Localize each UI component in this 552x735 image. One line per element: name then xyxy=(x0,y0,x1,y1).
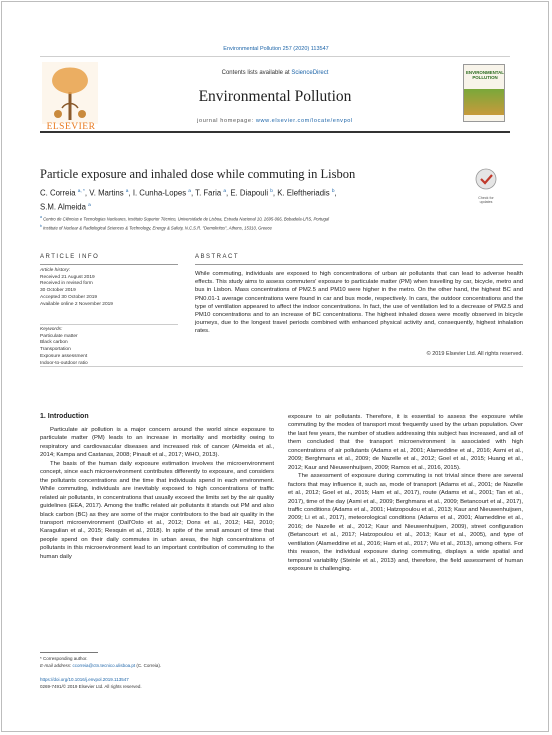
abstract-copyright: © 2019 Elsevier Ltd. All rights reserved. xyxy=(426,351,523,357)
keyword: Transportation xyxy=(40,347,71,353)
keywords xyxy=(40,327,180,367)
paragraph: The basis of the human daily exposure estimation involves the microenvironment concept, since each microenvironment contributes differently to exposure, and considers the pollutants concentrations and the time that individuals spend in each environment. While commuting, individuals are inevitably exposed to high concentrations of traffic related air pollutants, in concentrations that usually exceed the limits set by the air quality guidelines (EEA, 2017). Among the traffic related air pollutants it stands out PM and also black carbon (BC) as they are some of the major contributors to the bad air quality in the transport microenvironment (Dall'Osto et al., 2012; Dons et al., 2012; HEI, 2010; Karagulian et al., 2015; Resquin et al., 2018). In spite of the small amount of time that people spend on their daily commutes in urban areas, the high concentrations of pollutants in this microenvironment lead to an important contribution of commuting to the human daily xyxy=(40,460,274,560)
author-affiliation-marker[interactable]: b xyxy=(331,189,335,194)
author-affiliation-marker[interactable]: a, * xyxy=(77,189,85,194)
history-item: 30 October 2019 xyxy=(40,288,76,294)
intro-column-right xyxy=(288,413,523,574)
publisher-logo[interactable]: ELSEVIER xyxy=(46,122,96,132)
keyword: Exposure assessment xyxy=(40,353,88,359)
author-affiliation-marker[interactable]: a xyxy=(88,203,91,209)
keyword: Black carbon xyxy=(40,340,68,346)
keyword: Particulate matter xyxy=(40,333,78,339)
elsevier-tree-icon xyxy=(42,62,98,124)
author-name[interactable]: E. Diapouli xyxy=(230,188,271,198)
introduction-heading: 1. Introduction xyxy=(40,413,89,420)
email-note: E-mail address: ccorreia@ctn.tecnico.ulisboa.pt (C. Correia). xyxy=(40,663,162,668)
author-name[interactable]: C. Correia xyxy=(40,188,78,198)
author-name[interactable]: K. Eleftheriadis xyxy=(277,188,332,198)
author-name[interactable]: V. Martins xyxy=(89,188,126,198)
author-affiliation-marker[interactable]: b xyxy=(270,189,273,194)
cover-image xyxy=(464,89,505,115)
paragraph: The assessment of exposure during commuting is not trivial since there are several factors that may influence it, such as, mode of transport (Adams et al., 2001; de Nazelle et al., 2012; Goel et al., 2015; Ham et al., 2017), route (Adams et al., 2001; Tan et al., 2017), time of the day (Asmi et al., 2009; Berghmans et al., 2009; Betancourt et al., 2017), traffic conditions (Adams et al., 2001; Hatzopoulou et al., 2013; Kaur and Nieuwenhuijsen, 2009; Li et al., 2017), meteorological conditions (Adams et al., 2001; Alameddine et al., 2016; de Nazelle et al., 2012; Kaur and Nieuwenhuijsen, 2009), street configuration (Betancourt et al., 2017; Hatzopoulou et al., 2013; Kaur et al., 2005), and type of ventilation (Alameddine et al., 2016; Ham et al., 2017; Wu et al., 2013), among others. For this reason, the individual exposure during commuting, displays a wide spatial and temporal variability (Steinle et al., 2013) and, therefore, the field assessment of human exposure is challenging. xyxy=(288,473,523,573)
article-history xyxy=(40,268,180,308)
paragraph: exposure to air pollutants. Therefore, it is essential to assess the exposure while commuting by the modes of transport most frequently used by the urban population. Over the last few years, the number of studies addressing this subject has increased, and all of them concluded that the transport microenvironment is associated with high concentrations of air pollutants (Adams et al., 2001; Alameddine et al., 2016; Asmi et al., 2009; Berghmans et al., 2009; de Nazelle et al., 2012; Goel et al., 2015; Huang et al., 2012; Kaur and Nieuwenhuijsen, 2009; Ramos et al., 2016, 2015). xyxy=(288,414,523,471)
affiliation-b: $^b$ Institute of Nuclear & Radiological Sciences & Technology, Energy & Safety, N.C.S.R. "Demokritos", Athens, 15310, Greece xyxy=(40,224,272,231)
article-info-heading: ARTICLE INFO xyxy=(40,254,100,260)
author-affiliation-marker[interactable]: a xyxy=(188,189,191,194)
abstract-rule xyxy=(195,264,523,265)
info-divider xyxy=(40,324,178,325)
abstract-text: While commuting, individuals are exposed to high concentrations of urban air pollutants that can lead to adverse health effects. This study aims to assess commuters' exposure to particulate matter (PM) when travelling by car, bicycle, metro and bus in Lisbon. Mass concentrations of PM2.5 and PM10 were higher in the metro. On the other hand, the highest BC and PN0.01-1 average concentrations were found in car and bus mode, respectively. In cars, the outdoor concentrations and the type of ventilation appeared to affect the indoor concentrations. In fact, the use of ventilation led to a decrease of PM2.5 and PM10 concentrations and to an increase of BC concentrations. The highest inhaled doses were mostly observed in bicycle journeys, due to the longest travel periods combined with enhanced physical activity and, consequently, highest inhalation rates. xyxy=(195,271,523,335)
history-item: Received in revised form xyxy=(40,281,93,287)
homepage-link[interactable]: www.elsevier.com/locate/envpol xyxy=(255,118,353,124)
paragraph: Particulate air pollution is a major concern around the world since exposure to particulate matter (PM) leads to an increase in mortality and morbidity owing to respiratory and cardiovascular diseases and increased risk of cancer (Almeida et al., 2014; Kampa and Castanas, 2008; Pinault et al., 2017; WHO, 2013). xyxy=(40,427,274,459)
journal-cover[interactable] xyxy=(463,64,505,122)
authors-line-2 xyxy=(40,200,490,214)
history-item: Received 21 August 2019 xyxy=(40,274,95,280)
authors-line-1: C. Correia $^{a, *}$, V. Martins $^a$, I. Cunha-Lopes $^a$, T. Faria $^a$, E. Diapouli $^b$, K. Eleftheriadis $^b$, xyxy=(40,188,337,198)
contents-line: Contents lists available at ScienceDirect xyxy=(221,70,329,76)
keywords-label: Keywords: xyxy=(40,327,63,332)
author-affiliation-marker[interactable]: a xyxy=(223,189,227,194)
history-label: Article history: xyxy=(40,268,71,273)
history-item: Available online 2 November 2019 xyxy=(40,301,113,307)
doi-link[interactable]: https://doi.org/10.1016/j.envpol.2019.113547 xyxy=(40,677,129,682)
history-item: Accepted 30 October 2019 xyxy=(40,294,98,300)
sciencedirect-link[interactable]: ScienceDirect xyxy=(291,70,329,76)
keyword: Indoor-to-outdoor ratio xyxy=(40,360,88,366)
journal-name: Environmental Pollution xyxy=(198,88,352,105)
journal-homepage: journal homepage: www.elsevier.com/locate/envpol xyxy=(197,118,353,124)
journal-citation[interactable]: Environmental Pollution 257 (2020) 113547 xyxy=(223,46,329,52)
author-name[interactable]: S.M. Almeida xyxy=(40,202,89,212)
author-affiliation-marker[interactable]: a xyxy=(125,189,129,194)
email-link[interactable]: ccorreia@ctn.tecnico.ulisboa.pt xyxy=(72,663,136,668)
author-name[interactable]: T. Faria xyxy=(195,188,224,198)
affiliation-a: $^a$ Centro de Ciências e Tecnologias Nucleares, Instituto Superior Técnico, Universidade de Lisboa, Estrada Nacional 10, 2695-066, Bobadela-LRS, Portugal xyxy=(40,215,330,222)
cover-title: ENVIRONMENTAL POLLUTION xyxy=(466,70,504,80)
corresponding-author-note: * Corresponding author. xyxy=(40,656,88,661)
author-name[interactable]: I. Cunha-Lopes xyxy=(132,188,189,198)
footnote-rule xyxy=(40,652,98,653)
abstract-heading: ABSTRACT xyxy=(195,254,240,260)
intro-column-left xyxy=(40,426,274,561)
abstract-bottom-rule xyxy=(40,366,523,367)
article-info-rule xyxy=(40,264,178,265)
check-updates-label: Check for updates xyxy=(478,196,494,204)
article-title: Particle exposure and inhaled dose while commuting in Lisbon xyxy=(40,167,356,181)
issn-line: 0269-7491/© 2019 Elsevier Ltd. All rights reserved. xyxy=(40,684,142,689)
author-list xyxy=(40,186,490,214)
